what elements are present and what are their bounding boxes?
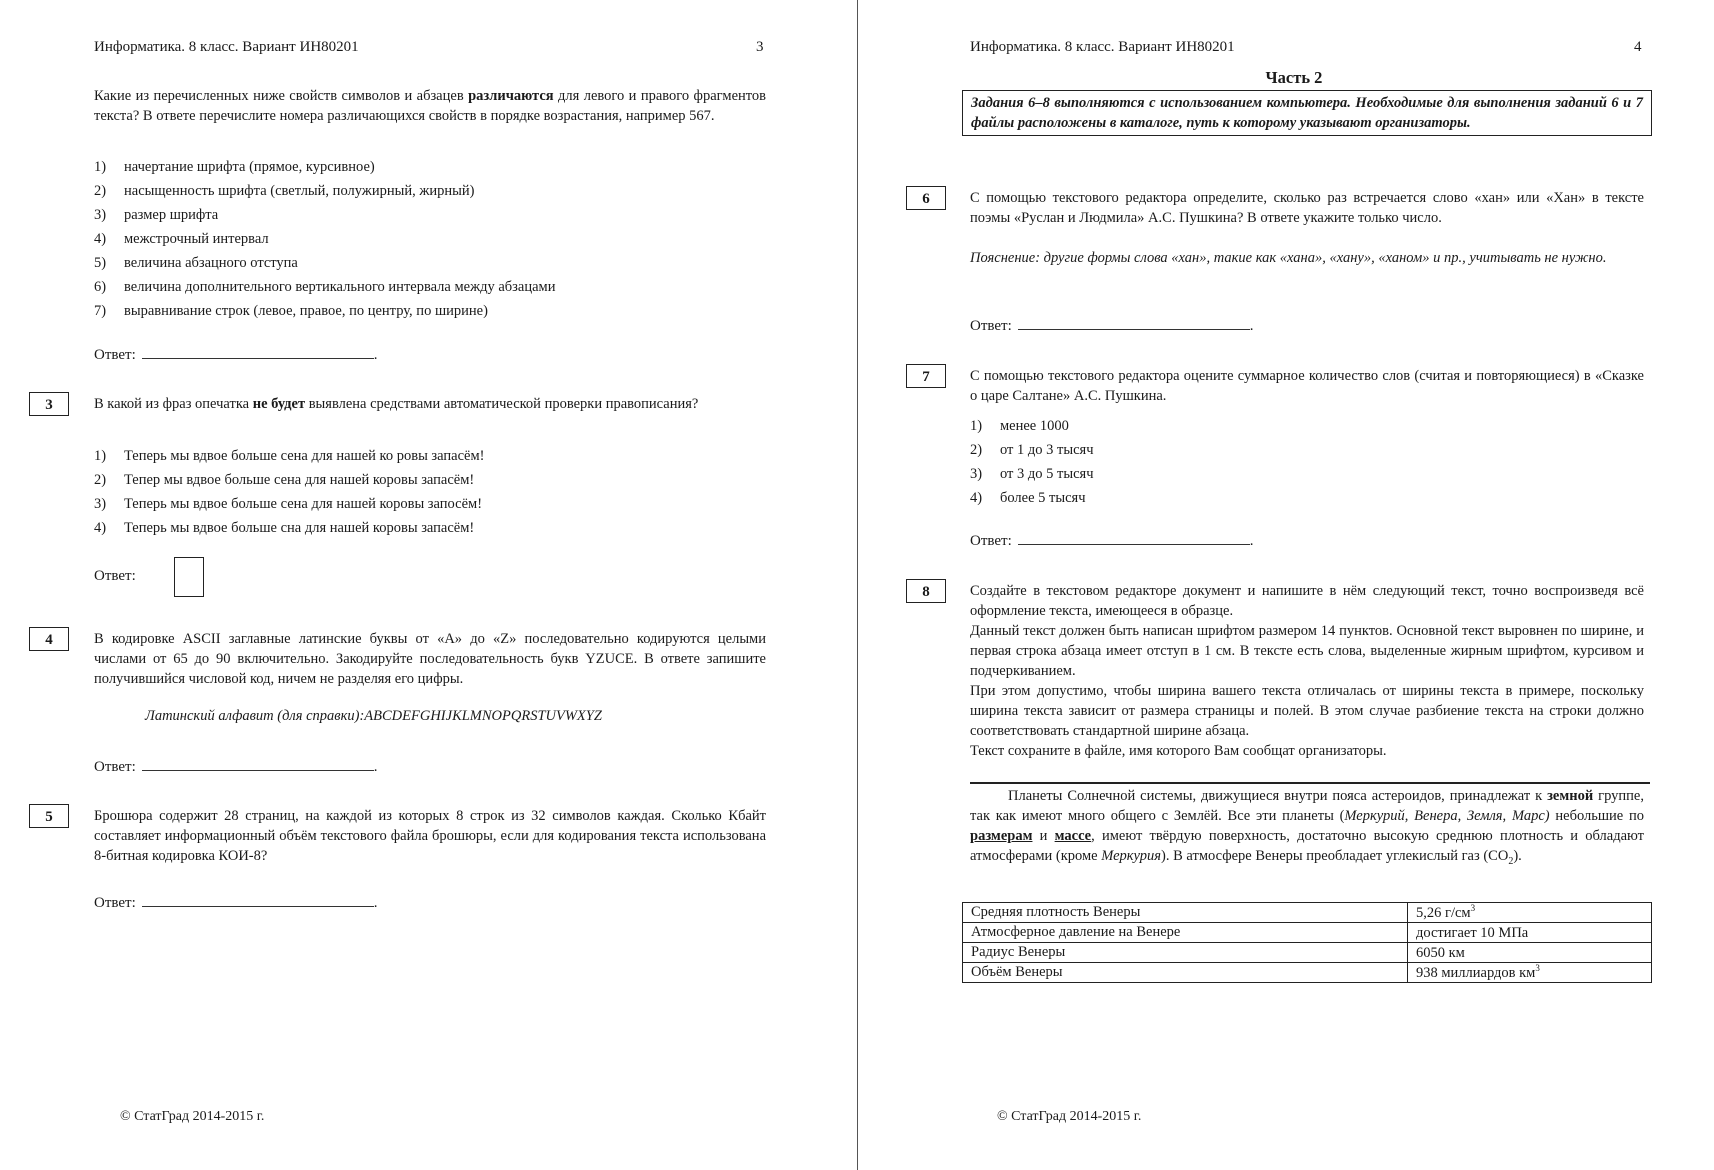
table-cell-label: Атмосферное давление на Венере xyxy=(963,923,1408,943)
answer-input-line[interactable] xyxy=(142,344,374,359)
option-row: 1) менее 1000 xyxy=(970,418,1069,434)
question-number-7: 7 xyxy=(906,364,946,388)
question-2-answer: Ответ: . xyxy=(94,344,378,364)
page-header-title: Информатика. 8 класс. Вариант ИН80201 xyxy=(94,39,359,55)
question-5-answer: Ответ: . xyxy=(94,892,378,912)
table-row xyxy=(963,923,1652,943)
venus-data-table xyxy=(962,902,1652,983)
question-4-text: В кодировке ASCII заглавные латинские буквы от «A» до «Z» последовательно кодируются целыми числами от 65 до 90 включительно. Закодируйте последовательность букв YZUCE. В ответе запишите получившийся числовой код, ничем не разделяя его цифры. xyxy=(94,631,766,687)
question-5-text: Брошюра содержит 28 страниц, на каждой из которых 8 строк из 32 символов каждая. Сколько Кбайт составляет информационный объём текстового файла брошюры, если для кодирования текста использована 8-битная кодировка КОИ-8? xyxy=(94,808,766,864)
page-footer: © СтатГрад 2014-2015 г. xyxy=(120,1109,265,1124)
answer-input-line[interactable] xyxy=(1018,315,1250,330)
option-row: 3) от 3 до 5 тысяч xyxy=(970,466,1094,482)
question-8-paragraph: Создайте в текстовом редакторе документ и напишите в нём следующий текст, точно воспроизведя всё оформление текста, имеющееся в образце. xyxy=(970,583,1644,619)
page-right xyxy=(858,0,1714,1170)
question-8-text xyxy=(970,581,1644,761)
table-cell-value: 938 миллиардов $км^3$ xyxy=(1408,963,1652,983)
option-row: 4) более 5 тысяч xyxy=(970,490,1086,506)
option-row: 3) размер шрифта xyxy=(94,207,219,223)
table-cell-value: 6050 км xyxy=(1408,943,1652,963)
question-number-5: 5 xyxy=(29,804,69,828)
page-number: 3 xyxy=(756,39,764,55)
question-8-paragraph: Текст сохраните в файле, имя которого Вам сообщат организаторы. xyxy=(970,743,1387,759)
answer-box[interactable] xyxy=(174,557,204,597)
table-cell-label: Объём Венеры xyxy=(963,963,1408,983)
question-3-answer-label: Ответ: xyxy=(94,568,136,584)
option-row: 1) начертание шрифта (прямое, курсивное) xyxy=(94,159,375,175)
option-row: 2) от 1 до 3 тысяч xyxy=(970,442,1094,458)
part-title: Часть 2 xyxy=(1265,68,1323,87)
answer-input-line[interactable] xyxy=(1018,530,1250,545)
table-cell-value: достигает 10 МПа xyxy=(1408,923,1652,943)
question-3-text: В какой из фраз опечатка не будет выявлена средствами автоматической проверки правописания? xyxy=(94,396,699,412)
question-7-options xyxy=(970,414,1644,510)
option-row: 2) насыщенность шрифта (светлый, полужирный, жирный) xyxy=(94,183,475,199)
question-number-6: 6 xyxy=(906,186,946,210)
option-row: 4) межстрочный интервал xyxy=(94,231,269,247)
question-7-answer: Ответ: . xyxy=(970,530,1254,550)
question-number-8: 8 xyxy=(906,579,946,603)
sample-text: Планеты Солнечной системы, движущиеся внутри пояса астероидов, принадлежат к земной группе, так как имеют много общего с Землёй. Все эти планеты (Меркурий, Венера, Земля, Марс) небольшие по размерам и массе, имеют твёрдую поверхность, достаточно высокую среднюю плотность и обладают атмосферами (кроме Меркурия). В атмосфере Венеры преобладает углекислый газ $(CO_2)$. xyxy=(970,788,1644,867)
option-row: 4) Теперь мы вдвое больше сна для нашей коровы запасём! xyxy=(94,520,475,536)
option-row: 2) Тепер мы вдвое больше сена для нашей коровы запасём! xyxy=(94,472,475,488)
question-6-answer: Ответ: . xyxy=(970,315,1254,335)
answer-input-line[interactable] xyxy=(142,756,374,771)
question-6-note: Пояснение: другие формы слова «хан», такие как «хана», «хану», «ханом» и пр., учитывать не нужно. xyxy=(970,250,1607,266)
sample-divider xyxy=(970,782,1650,784)
question-3-options xyxy=(94,444,766,540)
table-row xyxy=(963,903,1652,923)
table-row xyxy=(963,943,1652,963)
question-6-text: С помощью текстового редактора определите, сколько раз встречается слово «хан» или «Хан» в тексте поэмы «Руслан и Людмила» А.С. Пушкина? В ответе укажите только число. xyxy=(970,190,1644,226)
question-4-answer: Ответ: . xyxy=(94,756,378,776)
table-cell-label: Радиус Венеры xyxy=(963,943,1408,963)
alphabet-reference: Латинский алфавит (для справки):ABCDEFGHIJKLMNOPQRSTUVWXYZ xyxy=(145,708,602,724)
page-number: 4 xyxy=(1634,39,1642,55)
option-row: 6) величина дополнительного вертикального интервала между абзацами xyxy=(94,279,556,295)
question-2-intro: Какие из перечисленных ниже свойств символов и абзацев различаются для левого и правого фрагментов текста? В ответе перечислите номера различающихся свойств в порядке возрастания, например 567. xyxy=(94,88,767,124)
page-footer: © СтатГрад 2014-2015 г. xyxy=(997,1109,1142,1124)
question-number-3: 3 xyxy=(29,392,69,416)
answer-input-line[interactable] xyxy=(142,892,374,907)
option-row: 1) Теперь мы вдвое больше сена для нашей ко ровы запасём! xyxy=(94,448,485,464)
option-row: 3) Теперь мы вдвое больше сена для нашей коровы запосём! xyxy=(94,496,483,512)
instructions-box: Задания 6–8 выполняются с использованием компьютера. Необходимые для выполнения заданий 6 и 7 файлы расположены в каталоге, путь к которому указывают организаторы. xyxy=(962,90,1652,136)
table-row xyxy=(963,963,1652,983)
question-8-paragraph: При этом допустимо, чтобы ширина вашего текста отличалась от ширины текста в примере, поскольку ширина текста зависит от размера страницы и полей. В этом случае разбиение текста на строки должно соответствовать стандартной ширине абзаца. xyxy=(970,683,1644,739)
question-number-4: 4 xyxy=(29,627,69,651)
option-row: 7) выравнивание строк (левое, правое, по центру, по ширине) xyxy=(94,303,488,319)
page-header-title: Информатика. 8 класс. Вариант ИН80201 xyxy=(970,39,1235,55)
table-cell-label: Средняя плотность Венеры xyxy=(963,903,1408,923)
question-2-options xyxy=(94,155,766,323)
table-cell-value: 5,26 $г/см^3$ xyxy=(1408,903,1652,923)
question-8-paragraph: Данный текст должен быть написан шрифтом размером 14 пунктов. Основной текст выровнен по ширине, и первая строка абзаца имеет отступ в 1 см. В тексте есть слова, выделенные жирным шрифтом, курсивом и подчеркиванием. xyxy=(970,623,1644,679)
option-row: 5) величина абзацного отступа xyxy=(94,255,298,271)
question-7-text: С помощью текстового редактора оцените суммарное количество слов (считая и повторяющиеся) в «Сказке о царе Салтане» А.С. Пушкина. xyxy=(970,368,1644,404)
